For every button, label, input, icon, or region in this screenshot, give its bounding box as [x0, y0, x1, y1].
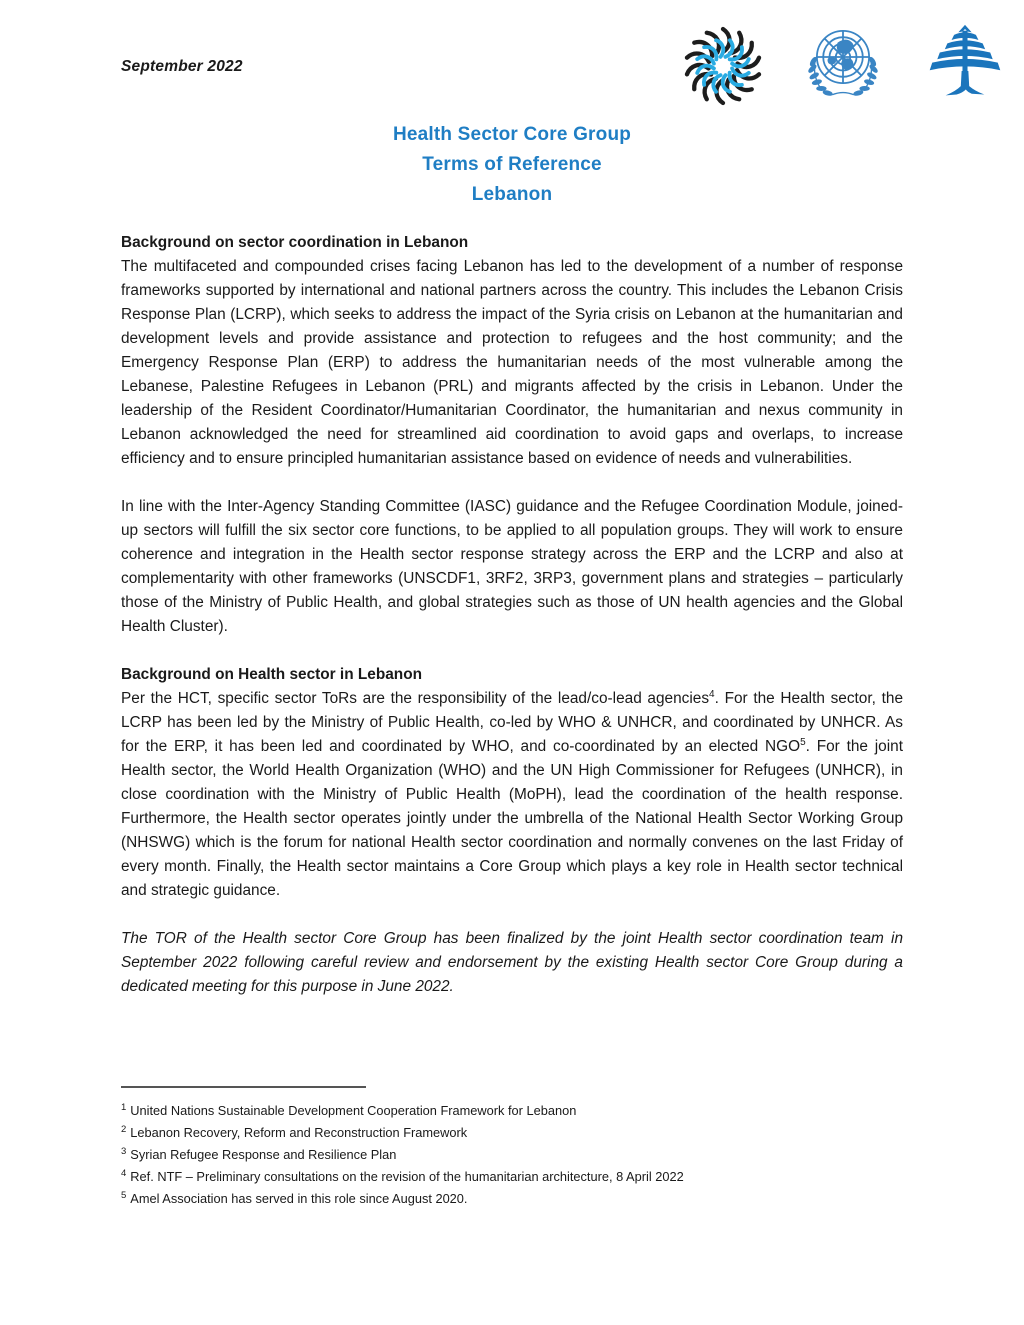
- title-line-1: Health Sector Core Group: [392, 124, 632, 145]
- paragraph-health-sector-leads: Per the HCT, specific sector ToRs are the responsibility of the lead/co-lead agencies$^4$. For the Health sector, the LCRP has been led by the Ministry of Public Health, co-led by WHO & UNHCR, and coordinated by UNHCR. As for the ERP, it has been led and coordinated by WHO, and co-coordinated by an elected NGO$^5$. For the joint Health sector, the World Health Organization (WHO) and the UN High Commissioner for Refugees (UNHCR), in close coordination with the Ministry of Public Health (MoPH), lead the coordination of the health response. Furthermore, the Health sector operates jointly under the umbrella of the National Health Sector Working Group (NHSWG) which is the forum for national Health sector coordination and normally convenes on the last Friday of every month. Finally, the Health sector maintains a Core Group which plays a key role in Health sector technical and strategic guidance.: [121, 688, 903, 899]
- section-heading-health-sector: Background on Health sector in Lebanon: [121, 666, 423, 683]
- section-heading-sector-coordination: Background on sector coordination in Lebanon: [121, 234, 469, 251]
- document-title: [121, 120, 903, 210]
- footnote-number: 3: [121, 1145, 127, 1157]
- footnote-item: [121, 1122, 903, 1144]
- paragraph-crises-response-frameworks: The multifaceted and compounded crises facing Lebanon has led to the development of a number of response frameworks supported by international and national partners across the country. This includes the Lebanon Crisis Response Plan (LCRP), which seeks to address the impact of the Syria crisis on Lebanon at the humanitarian and development levels and provide assistance and protection to refugees and the host community; and the Emergency Response Plan (ERP) to address the humanitarian needs of the most vulnerable among the Lebanese, Palestine Refugees in Lebanon (PRL) and migrants affected by the crisis in Lebanon. Under the leadership of the Resident Coordinator/Humanitarian Coordinator, the humanitarian and nexus community in Lebanon acknowledged the need for streamlined aid coordination to avoid gaps and overlaps, to increase efficiency and to ensure principled humanitarian assistance based on evidence of needs and vulnerabilities.: [121, 258, 903, 467]
- footnote-item: [121, 1188, 903, 1210]
- footnote-text: Lebanon Recovery, Reform and Reconstruction Framework: [130, 1125, 468, 1140]
- footnote-number: 2: [121, 1123, 127, 1135]
- title-line-3: Lebanon: [471, 184, 553, 205]
- footnote-text: Amel Association has served in this role since August 2020.: [130, 1191, 468, 1206]
- footnote-item: [121, 1100, 903, 1122]
- footnote-text: Syrian Refugee Response and Resilience Plan: [130, 1147, 397, 1162]
- paragraph-iasc-guidance: In line with the Inter-Agency Standing Committee (IASC) guidance and the Refugee Coordination Module, joined-up sectors will fulfill the six sector core functions, to be applied to all population groups. They will work to ensure coherence and integration in the Health sector response strategy across the ERP and the LCRP and also at complementarity with other frameworks (UNSCDF1, 3RF2, 3RP3, government plans and strategies – particularly those of the Ministry of Public Health, and global strategies such as those of UN health agencies and the Global Health Cluster).: [121, 498, 903, 635]
- footnote-text: Ref. NTF – Preliminary consultations on the revision of the humanitarian architecture, 8 April 2022: [130, 1169, 684, 1184]
- paragraph-tor-finalized-note: The TOR of the Health sector Core Group has been finalized by the joint Health sector coordination team in September 2022 following careful review and endorsement by the existing Health sector Core Group during a dedicated meeting for this purpose in June 2022.: [121, 930, 903, 995]
- footnote-separator: [121, 1086, 366, 1088]
- lebanon-cedar-icon: [920, 24, 1010, 108]
- footnote-block: [121, 1086, 903, 1210]
- footnote-number: 1: [121, 1101, 127, 1113]
- document-body: [121, 231, 903, 999]
- logo-row: [680, 18, 1010, 114]
- title-line-2: Terms of Reference: [422, 154, 602, 175]
- united-nations-icon: [796, 21, 890, 111]
- footnote-text: United Nations Sustainable Development Cooperation Framework for Lebanon: [130, 1103, 577, 1118]
- footnote-item: [121, 1166, 903, 1188]
- footnote-number: 4: [121, 1167, 127, 1179]
- interagency-swirl-icon: [680, 23, 766, 109]
- footnote-item: [121, 1144, 903, 1166]
- document-date: September 2022: [121, 58, 243, 75]
- footnote-number: 5: [121, 1189, 127, 1201]
